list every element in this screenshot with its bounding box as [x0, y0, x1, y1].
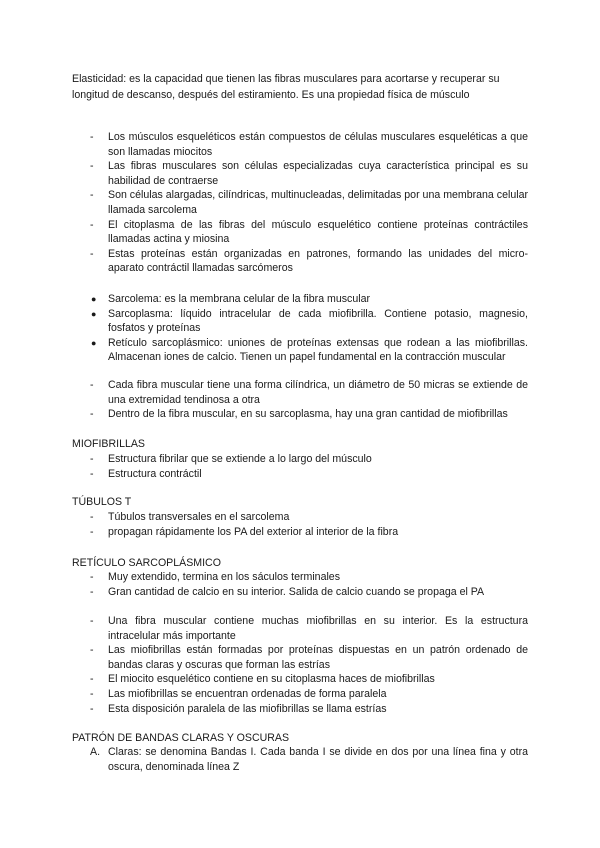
dash-marker: -: [90, 247, 94, 260]
list-item: - propagan rápidamente los PA del exterior al interior de la fibra: [90, 525, 399, 538]
list-fiber-parts: [90, 292, 528, 365]
bullet-marker: ●: [91, 294, 97, 304]
list-item: - Las miofibrillas se encuentran ordenadas de forma paralela: [90, 687, 387, 700]
list-item: - Las fibras musculares son células especializadas cuya característica principal es su habilidad de contraerse: [90, 160, 528, 187]
list-item: A. Claras: se denomina Bandas I. Cada banda I se divide en dos por una línea fina y otra oscura, denominada línea Z: [90, 746, 528, 773]
dash-marker: -: [90, 673, 94, 686]
list-item: - Estas proteínas están organizadas en patrones, formando las unidades del micro-aparato contráctil llamadas sarcómeros: [90, 247, 528, 275]
bullet-marker: ●: [91, 337, 97, 348]
list-item: - Los músculos esqueléticos están compuestos de células musculares esqueléticas a que son llamadas miocitos: [90, 131, 528, 158]
list-reticulo: [90, 570, 528, 599]
list-patron: [90, 745, 528, 774]
list-item: - Estructura fibrilar que se extiende a lo largo del músculo: [90, 453, 372, 465]
list-item: - El citoplasma de las fibras del músculo esquelético contiene proteínas contráctiles llamadas actina y miosina: [90, 218, 528, 246]
list-item: - El miocito esquelético contiene en su citoplasma haces de miofibrillas: [90, 673, 435, 686]
list-item: - Una fibra muscular contiene muchas miofibrillas en su interior. Es la estructura intracelular más importante: [90, 615, 528, 642]
dash-marker: -: [90, 131, 94, 143]
heading-miofibrillas: MIOFIBRILLAS: [72, 438, 145, 450]
list-item: - Túbulos transversales en el sarcolema: [90, 511, 290, 523]
list-item: - Las miofibrillas están formadas por proteínas dispuestas en un patrón ordenado de bandas claras y oscuras que forman las estrías: [90, 644, 528, 671]
bullet-marker: ●: [91, 308, 97, 319]
list-item: - Cada fibra muscular tiene una forma cilíndrica, un diámetro de 50 micras se extiende de una extremidad tendinosa a otra: [90, 379, 528, 406]
dash-marker: -: [90, 615, 94, 627]
dash-marker: -: [90, 644, 94, 657]
dash-marker: -: [90, 687, 94, 700]
dash-marker: -: [90, 160, 94, 173]
letter-marker: A.: [90, 746, 101, 758]
list-item: - Son células alargadas, cilíndricas, multinucleadas, delimitadas por una membrana celular llamada sarcolema: [90, 189, 528, 216]
dash-marker: -: [90, 511, 94, 523]
list-miofibrillas-structure: [90, 614, 528, 716]
dash-marker: -: [90, 218, 94, 231]
dash-marker: -: [90, 467, 94, 480]
dash-marker: -: [90, 189, 94, 202]
dash-marker: -: [90, 379, 94, 391]
intro-paragraph: Elasticidad: es la capacidad que tienen las fibras musculares para acortarse y recuperar su longitud de descanso, después del estiramiento. Es una propiedad física de músculo: [72, 73, 500, 101]
list-item: ● Sarcolema: es la membrana celular de la fibra muscular: [91, 293, 371, 305]
heading-reticulo: RETÍCULO SARCOPLÁSMICO: [72, 557, 221, 569]
list-tubulos: [90, 510, 528, 539]
list-item: - Estructura contráctil: [90, 467, 202, 480]
dash-marker: -: [90, 525, 94, 538]
list-miofibrillas: [90, 452, 528, 481]
list-item: - Dentro de la fibra muscular, en su sarcoplasma, hay una gran cantidad de miofibrillas: [90, 408, 508, 421]
dash-marker: -: [90, 571, 94, 583]
dash-marker: -: [90, 585, 94, 598]
list-item: - Muy extendido, termina en los sáculos terminales: [90, 571, 340, 583]
heading-tubulos: TÚBULOS T: [72, 496, 132, 508]
list-muscle-composition: [90, 130, 528, 276]
list-item: - Esta disposición paralela de las miofibrillas se llama estrías: [90, 702, 387, 715]
dash-marker: -: [90, 408, 94, 421]
list-item: ● Retículo sarcoplásmico: uniones de proteínas extensas que rodean a las miofibrillas. Almacenan iones de calcio. Tienen un papel fundamental en la contracción muscular: [91, 336, 528, 364]
dash-marker: -: [90, 702, 94, 715]
list-fiber-shape: [90, 378, 528, 422]
list-item: ● Sarcoplasma: líquido intracelular de cada miofibrilla. Contiene potasio, magnesio, fosfatos y proteínas: [91, 307, 528, 335]
list-item: - Gran cantidad de calcio en su interior. Salida de calcio cuando se propaga el PA: [90, 585, 485, 598]
heading-patron: PATRÓN DE BANDAS CLARAS Y OSCURAS: [72, 732, 290, 744]
dash-marker: -: [90, 453, 94, 465]
